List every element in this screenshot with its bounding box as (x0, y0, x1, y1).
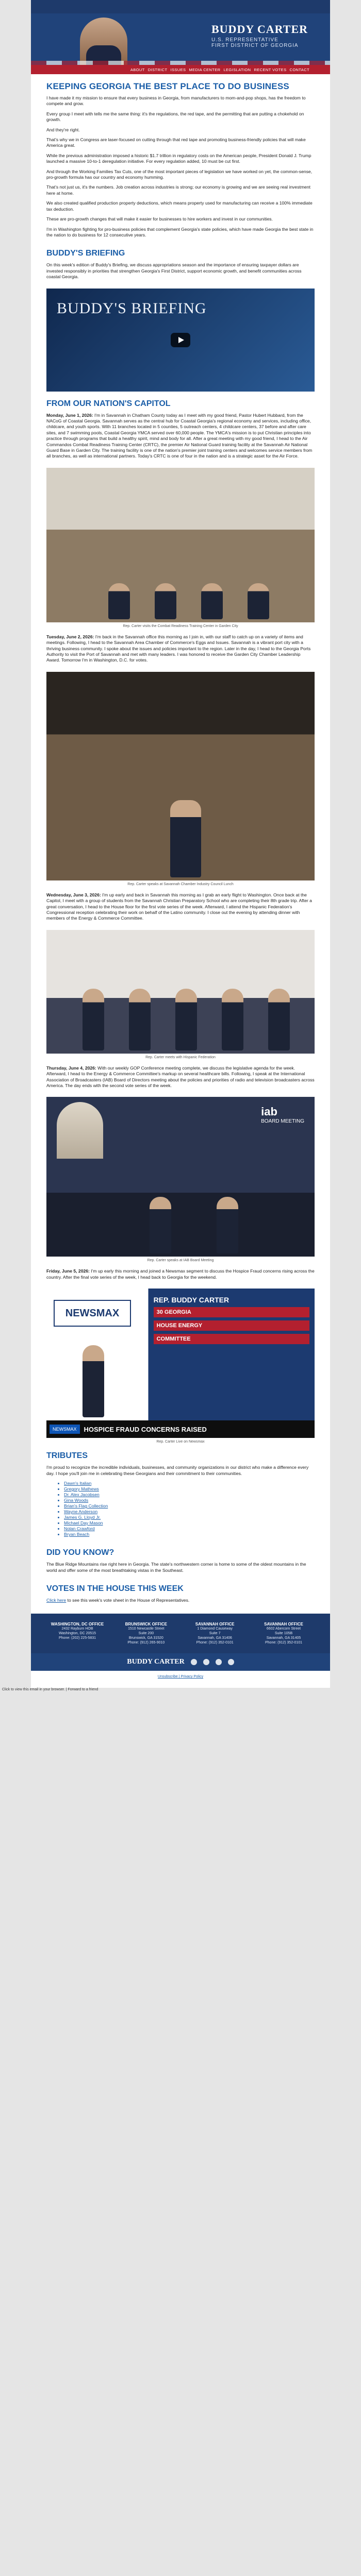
tribute-link[interactable]: • Gregory Mathews (64, 1486, 315, 1492)
office-savannah-1 (184, 1622, 246, 1645)
tribute-link[interactable]: • Nolan Crawford (64, 1526, 315, 1532)
office-title: BRUNSWICK OFFICE (125, 1622, 167, 1627)
paragraph-monday (46, 413, 315, 460)
brand (211, 23, 308, 48)
nav-district[interactable]: DISTRICT (147, 67, 168, 72)
photo-caption: Rep. Carter Live on Newsmax (156, 1440, 205, 1444)
day-label: Friday, June 5, 2026: (46, 1268, 90, 1274)
footer-logo: BUDDY CARTER (127, 1658, 185, 1666)
tribute-link[interactable]: • Wayne Anderson (64, 1509, 315, 1515)
office-title: SAVANNAH OFFICE (195, 1622, 235, 1627)
tv-headline: HOSPICE FRAUD CONCERNS RAISED (84, 1425, 207, 1433)
section-votes (31, 1577, 330, 1606)
section-business (31, 74, 330, 241)
tv-row: COMMITTEE (154, 1334, 309, 1344)
office-line: Suite 7 (209, 1632, 221, 1636)
nav-issues[interactable]: ISSUES (170, 67, 186, 72)
nav-legislation[interactable]: LEGISLATION (223, 67, 251, 72)
briefing-video[interactable] (46, 289, 315, 392)
instagram-icon[interactable] (228, 1659, 234, 1665)
twitter-icon[interactable] (203, 1659, 209, 1665)
iab-logo (261, 1105, 304, 1124)
header-banner (31, 13, 330, 65)
photo-iab (46, 1097, 315, 1257)
footer-brand (31, 1653, 330, 1671)
section-wednesday (31, 886, 330, 925)
paragraph-tuesday (46, 634, 315, 664)
section-title: TRIBUTES (46, 1451, 88, 1461)
tv-row: HOUSE ENERGY (154, 1320, 309, 1331)
footer-offices (31, 1614, 330, 1653)
top-bar (31, 0, 330, 13)
section-capitol (31, 392, 330, 463)
paragraph-friday (46, 1268, 315, 1280)
rep-portrait (80, 18, 127, 65)
section-title: KEEPING GEORGIA THE BEST PLACE TO DO BUSINESS (46, 81, 289, 91)
paragraph: And through the Working Families Tax Cuts, one of the most important pieces of legislation we have worked on yet, the common-sense, pro-growth formula has our country and economy humming. (46, 168, 313, 180)
office-line: Savannah, GA 31405 (266, 1636, 301, 1640)
paragraph: We also created qualified production property deductions, which means property used for manufacturing can receive a 100% immediate tax deduction. (46, 200, 313, 212)
tv-lower-third (46, 1420, 315, 1438)
paragraph: Every group I meet with tells me the same thing: it's the regulations, the red tape, and the permitting that are putting a chokehold on growth. (46, 111, 304, 123)
section-thursday (31, 1059, 330, 1092)
person (248, 583, 269, 619)
office-title: WASHINGTON, DC OFFICE (51, 1622, 104, 1627)
day-text: With our weekly GOP Conference meeting complete, we discuss the legislative agenda for the week. Afterward, I head to the Energy & Commerce Committee's markup on several healthcare bills. Following, I speak at the International Association of Broadcasters (IAB) Board of Directors meeting about the policies and priorities of radio and television broadcasters across America. The day ends with the second vote series of the week. (46, 1065, 315, 1089)
person (150, 1197, 171, 1253)
office-brunswick (115, 1622, 177, 1645)
flag-strip (31, 61, 330, 65)
nav-about[interactable]: ABOUT (130, 67, 145, 72)
tv-network: NEWSMAX (50, 1425, 80, 1434)
section-title: DID YOU KNOW? (46, 1548, 114, 1557)
office-line: Phone: (912) 352-0101 (196, 1641, 234, 1645)
photo-caption: Rep. Carter visits the Combat Readiness Training Center in Garden City (123, 624, 238, 628)
office-line: Phone: (912) 352-0101 (265, 1641, 302, 1645)
office-dc (46, 1622, 108, 1645)
unsubscribe-link[interactable]: Unsubscribe | Privacy Policy (157, 1675, 204, 1679)
person (83, 989, 104, 1050)
day-label: Tuesday, June 2, 2026: (46, 634, 94, 639)
section-tuesday (31, 628, 330, 667)
office-line: Suite 105B (274, 1632, 293, 1636)
person (175, 989, 197, 1050)
paragraph: On this week's edition of Buddy's Briefing, we discuss appropriations season and the importance of ensuring taxpayer dollars are invested responsibly in priorities that strengthen Georgia's First District, support economic growth, and benefit communities across coastal Georgia. (46, 262, 302, 280)
paragraph: I have made it my mission to ensure that every business in Georgia, from manufacturers to mom-and-pop shops, has the freedom to compete and grow. (46, 95, 306, 107)
office-line: Brunswick, GA 31520 (128, 1636, 163, 1640)
video-title: BUDDY'S BRIEFING (57, 299, 207, 317)
section-briefing (31, 241, 330, 283)
play-icon[interactable] (171, 333, 190, 347)
section-friday (31, 1262, 330, 1283)
person (129, 989, 151, 1050)
facebook-icon[interactable] (191, 1659, 197, 1665)
photo-caption: Rep. Carter speaks at IAB Board Meeting (147, 1259, 214, 1263)
paragraph: And they're right. (46, 127, 80, 132)
newsletter (31, 0, 330, 1688)
day-text: I'm back in the Savannah office this morning as I join in, with our staff to catch up on a variety of items and meetings. Following, I head to the Savannah Area Chamber of Commerce's Eggs and Issues. Savannah is a vibrant port city with a thriving business community. I spoke about the issues and policies important to the region. Later in the day, I head to the Georgia Ports Authority to visit the Port of Savannah and met with many leaders. I was honored to receive the Garden City Chamber Leadership Award. Tomorrow I'm in Washington, D.C. for votes. (46, 634, 311, 663)
photo-newsmax (46, 1289, 315, 1438)
person (201, 583, 223, 619)
iab-sub: BOARD MEETING (261, 1118, 304, 1125)
office-line: 2432 Rayburn HOB (61, 1627, 93, 1631)
paragraph-thursday (46, 1065, 315, 1089)
office-line: 1 Diamond Causeway (197, 1627, 233, 1631)
photo-crtc (46, 468, 315, 622)
tv-row: 30 GEORGIA (154, 1307, 309, 1317)
section-title: BUDDY'S BRIEFING (46, 249, 125, 258)
photo-caption: Rep. Carter speaks at Savannah Chamber Industry Council Lunch (127, 882, 234, 886)
tribute-link[interactable]: • Dawn's Italian (64, 1481, 315, 1486)
newsmax-logo: NEWSMAX (54, 1300, 131, 1327)
person (108, 583, 130, 619)
office-line: Savannah, GA 31406 (198, 1636, 232, 1640)
youtube-icon[interactable] (216, 1659, 222, 1665)
tribute-link[interactable]: • James G. Lloyd Jr. (64, 1515, 315, 1520)
section-did-you-know (31, 1540, 330, 1577)
day-label: Wednesday, June 3, 2026: (46, 892, 101, 897)
tribute-link[interactable]: • Michael Day Mason (64, 1520, 315, 1526)
person (217, 1197, 238, 1253)
paragraph: That's why we in Congress are laser-focused on cutting through that red tape and promoting business-friendly policies that will make America great. (46, 137, 306, 148)
paragraph: The Blue Ridge Mountains rise right here in Georgia. The state's northwestern corner is home to some of the oldest mountains in the world and offer some of the most breathtaking vistas in the Southeast. (46, 1562, 306, 1573)
vote-sheet-link[interactable]: Click here (46, 1597, 67, 1603)
office-line: Phone: (912) 265-9010 (127, 1641, 165, 1645)
office-line: Washington, DC 20515 (58, 1632, 96, 1636)
office-line: 6602 Abercorn Street (266, 1627, 301, 1631)
paragraph: That's not just us, it's the numbers. Job creation across industries is strong; our economy is growing and we are seeing real investment here at home. (46, 184, 310, 196)
rep-name: BUDDY CARTER (211, 23, 308, 36)
section-title: VOTES IN THE HOUSE THIS WEEK (46, 1584, 184, 1593)
office-line: 1510 Newcastle Street (128, 1627, 165, 1631)
office-line: Phone: (202) 225-5831 (59, 1636, 96, 1640)
nav-recent-votes[interactable]: RECENT VOTES (254, 67, 287, 72)
browser-note[interactable]: Click to view this email in your browser. | Forward to a friend (2, 1688, 99, 1692)
day-text: I'm in Savannah in Chatham County today as I meet with my good friend, Pastor Hubert Hubbard, from the NACoG of Coastal Georgia. Savannah serves as the central hub for Coastal Georgia's regional economy and services, including office, childcare, and youth sports. With 11 branches located in 5 counties, 5 outreach centers, 4 childcare centers, 37 before and after care sites, and 7 swimming pools, Coastal Georgia YMCA served over 60,000 people. The YMCA's mission is to put Christian principles into practice through programs that build a healthy spirit, mind and body for all. After a great meeting with my good friend, I head to the Air Commandos Combat Readiness Training Center (CRTC), the premier Air National Guard training facility at the Savannah Air National Guard Base in Garden City. The training facility is one of the nation's premier joint training centers and welcomes service members from all branches, as well as international partners. Today's CRTC is one of four in the nation and is a strategic asset for the Air Force. (46, 412, 313, 459)
photo-hispanic-federation (46, 930, 315, 1054)
day-text: I'm up early and back in Savannah this morning as I grab an early flight to Washington. Once back at the Capitol, I meet with a group of students from the Savannah Christian Preparatory School who are completing their 8th grade trip. After a great conversation, I head to the House floor for the first vote series of the week. Afterward, I attend the Hispanic Federation's Congressional reception celebrating their work on behalf of the Latino community. I close out the evening by attending dinner with members of the Energy & Commerce Committee. (46, 892, 312, 921)
person (83, 1345, 104, 1417)
section-title: FROM OUR NATION'S CAPITOL (46, 399, 171, 408)
day-label: Thursday, June 4, 2026: (46, 1065, 96, 1071)
office-savannah-2 (253, 1622, 315, 1645)
photo-chamber (46, 672, 315, 880)
paragraph: I'm in Washington fighting for pro-business policies that complement Georgia's state policies, which have made Georgia the best state in the nation to do business for 12 consecutive years. (46, 226, 314, 238)
rep-office: U.S. REPRESENTATIVE (211, 37, 278, 43)
paragraph-wednesday (46, 892, 315, 922)
capitol-icon (57, 1102, 103, 1159)
paragraph: I'm proud to recognize the incredible individuals, businesses, and community organizations in our district who make a difference every day. I hope you'll join me in celebrating these Georgians and their commitment to their communities. (46, 1465, 309, 1476)
person (268, 989, 290, 1050)
section-tributes (31, 1444, 330, 1540)
tribute-list (64, 1481, 315, 1537)
nav-contact[interactable]: CONTACT (289, 67, 309, 72)
paragraph: These are pro-growth changes that will make it easier for businesses to hire workers and invest in our communities. (46, 216, 273, 222)
tribute-link[interactable]: • Gina Woods (64, 1498, 315, 1503)
person (155, 583, 176, 619)
day-label: Monday, June 1, 2026: (46, 412, 93, 418)
rep-district: FIRST DISTRICT OF GEORGIA (211, 43, 299, 48)
office-line: Suite 200 (138, 1632, 154, 1636)
person (222, 989, 243, 1050)
nav-bar (31, 65, 330, 74)
vote-text: to see this week's vote sheet in the House of Representatives. (66, 1597, 190, 1603)
tv-rep-name: REP. BUDDY CARTER (153, 1296, 229, 1304)
tribute-link[interactable]: • Dr. Alex Jacobsen (64, 1492, 315, 1498)
tribute-link[interactable]: • Brian's Flag Collection (64, 1503, 315, 1509)
paragraph (46, 1598, 315, 1603)
day-text: I'm up early this morning and joined a Newsmax segment to discuss the Hospice Fraud concerns rising across the country. After the final vote series of the week, I head back to Georgia for the weekend. (46, 1268, 315, 1280)
iab-name: iab (261, 1105, 277, 1118)
paragraph: While the previous administration imposed a historic $1.7 trillion in regulatory costs on the American people, President Donald J. Trump launched a massive 10-to-1 deregulation initiative. For every regulation added, 10 must be cut first. (46, 152, 311, 164)
footer-legal (31, 1671, 330, 1683)
nav-media-center[interactable]: MEDIA CENTER (189, 67, 221, 72)
office-title: SAVANNAH OFFICE (264, 1622, 303, 1627)
tribute-link[interactable]: • Bryan Beach (64, 1532, 315, 1537)
tv-graphic (149, 1289, 315, 1438)
photo-caption: Rep. Carter meets with Hispanic Federation (145, 1055, 216, 1059)
person (170, 800, 201, 877)
